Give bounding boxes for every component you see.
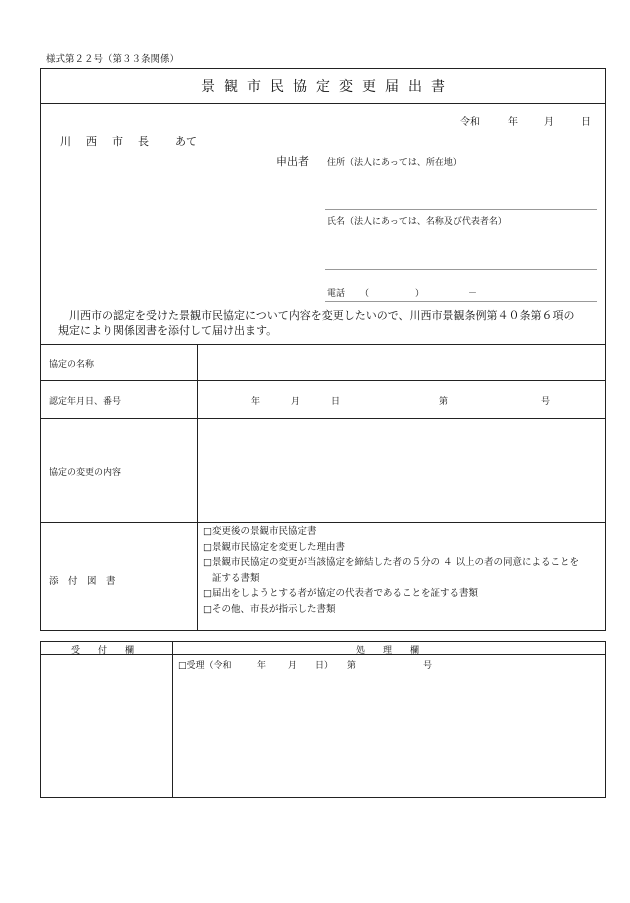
- applicant-label: 申出者: [276, 155, 309, 168]
- cert-month-label: 月: [291, 397, 301, 407]
- cert-day-label: 日: [331, 397, 341, 407]
- title-row: [41, 69, 605, 104]
- date-day-label: 日: [581, 117, 591, 128]
- receipt-month-label: 月: [288, 661, 298, 671]
- receipt-year-label: 年: [257, 661, 267, 671]
- shori-label: 処 理 欄: [356, 646, 420, 656]
- attachment-item-continued: 証する書類: [212, 572, 260, 584]
- name-label: 氏名（法人にあっては、名称及び代表者名）: [327, 217, 507, 227]
- date-year-label: 年: [508, 117, 518, 128]
- cert-dai-label: 第: [439, 397, 449, 407]
- reception-box: [40, 641, 606, 798]
- declaration-text: [58, 309, 603, 338]
- attachment-item[interactable]: □届出をしようとする者が協定の代表者であることを証する書類: [203, 588, 478, 599]
- cert-go-label: 号: [541, 397, 551, 407]
- date-month-label: 月: [544, 117, 554, 128]
- declaration-line-1: 川西市の認定を受けた景観市民協定について内容を変更したいので、川西市景観条例第４０条第６項の: [58, 309, 575, 322]
- phone-line: [325, 301, 597, 302]
- receipt-day-label: 日）: [315, 661, 334, 671]
- cert-year-label: 年: [251, 397, 261, 407]
- addressee-suffix: あて: [175, 135, 197, 148]
- phone-dash: －: [468, 289, 478, 299]
- table-row-line-3: [41, 522, 605, 523]
- cert-label: 認定年月日、番号: [49, 397, 122, 407]
- phone-label: 電話: [327, 289, 346, 299]
- phone-paren-close: ）: [415, 289, 425, 299]
- attachments-label: 添 付 図 書: [49, 576, 116, 587]
- receipt-check[interactable]: □受理（令和: [178, 661, 232, 671]
- attachment-item[interactable]: □景観市民協定の変更が当該協定を締結した者の５分の ４ 以上の者の同意によることを: [203, 557, 580, 568]
- declaration-line-2: 規定により関係図書を添付して届け出ます。: [58, 323, 278, 337]
- application-form: [40, 68, 606, 631]
- attachment-item[interactable]: □その他、市長が指示した書類: [203, 603, 336, 615]
- table-row-line-1: [41, 380, 605, 381]
- phone-paren-open: （: [360, 289, 370, 299]
- attachment-item[interactable]: □変更後の景観市民協定書: [203, 526, 317, 537]
- receipt-dai-label: 第: [347, 661, 357, 671]
- agreement-name-field[interactable]: [198, 345, 605, 380]
- addressee-city: 川 西 市 長: [60, 135, 151, 148]
- change-content-field[interactable]: [198, 419, 605, 522]
- form-number: 様式第２２号（第３３条関係）: [46, 54, 180, 65]
- reception-divider: [172, 642, 173, 797]
- agreement-name-label: 協定の名称: [49, 360, 95, 370]
- attachments-list: [203, 524, 579, 617]
- address-line: [325, 209, 597, 210]
- attachment-item[interactable]: □景観市民協定を変更した理由書: [203, 541, 345, 553]
- form-title: 景観市民協定変更届出書: [201, 79, 454, 95]
- name-line: [325, 269, 597, 270]
- change-content-label: 協定の変更の内容: [49, 468, 122, 478]
- uketsuke-label: 受 付 欄: [71, 646, 135, 656]
- receipt-go-label: 号: [423, 661, 433, 671]
- address-label: 住所（法人にあっては、所在地）: [327, 158, 462, 168]
- date-reiwa: 令和: [460, 117, 480, 128]
